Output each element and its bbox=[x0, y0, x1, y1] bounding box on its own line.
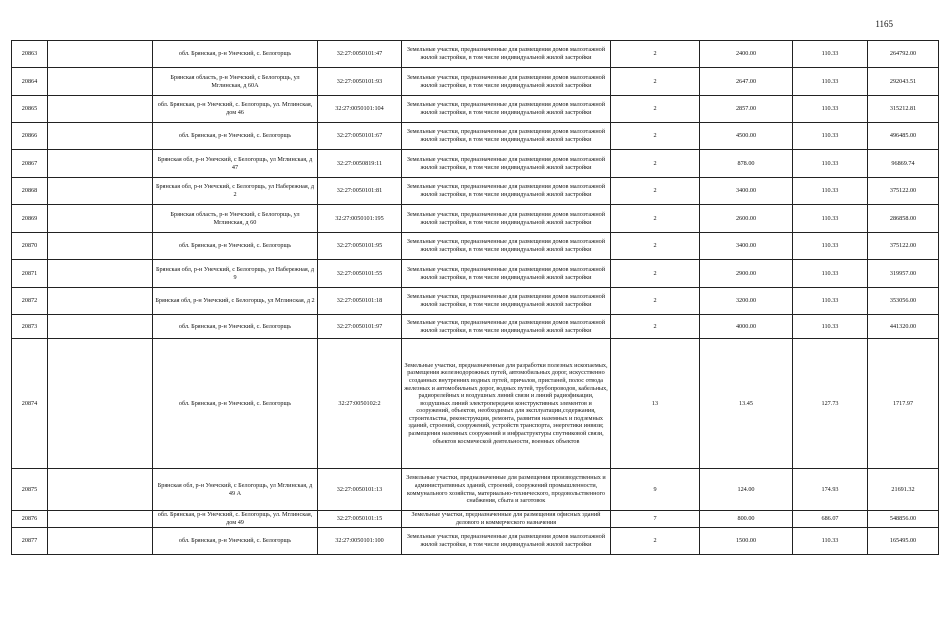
page-number: 1165 bbox=[875, 19, 893, 29]
address-cell: обл. Брянская, р-н Унечский, с. Белогорщь bbox=[153, 41, 318, 68]
address-cell: обл. Брянская, р-н Унечский, с. Белогорщь bbox=[153, 233, 318, 260]
area-cell: 4000.00 bbox=[700, 315, 793, 339]
address-cell: Брянская обл, р-н Унечский, с Белогорщь, ул Мглинская, д 49 А bbox=[153, 469, 318, 511]
specific-value-cell: 110.33 bbox=[793, 123, 868, 150]
area-cell: 4500.00 bbox=[700, 123, 793, 150]
use-category-cell: 2 bbox=[611, 260, 700, 288]
table-row bbox=[12, 315, 939, 339]
empty-cell bbox=[48, 68, 153, 96]
cadastral-number-cell: 32:27:0050101:13 bbox=[318, 469, 402, 511]
address-cell: Брянская обл, р-н Унечский, с Белогорщь, ул Набережная, д 9 bbox=[153, 260, 318, 288]
table-row bbox=[12, 260, 939, 288]
cadastral-value-cell: 315212.81 bbox=[868, 96, 939, 123]
land-use-cell: Земельные участки, предназначенные для размещения производственных и административных зданий, строений, сооружений промышленности, коммунального хозяйства, материально-технического, продовольственного снабжения, сбыта и заготовок bbox=[402, 469, 611, 511]
address-cell: Брянская область, р-н Унечский, с Белогорщь, ул Мглинская, д 60А bbox=[153, 68, 318, 96]
land-use-cell: Земельные участки, предназначенные для размещения домов малоэтажной жилой застройки, в том числе индивидуальной жилой застройки bbox=[402, 96, 611, 123]
empty-cell bbox=[48, 511, 153, 528]
empty-cell bbox=[48, 260, 153, 288]
row-number-cell: 20864 bbox=[12, 68, 48, 96]
address-cell: обл. Брянская, р-н Унечский, с. Белогорщь, ул. Мглинская, дом 49 bbox=[153, 511, 318, 528]
table-row bbox=[12, 96, 939, 123]
address-cell: обл. Брянская, р-н Унечский, с. Белогорщь, ул. Мглинская, дом 46 bbox=[153, 96, 318, 123]
table-row bbox=[12, 339, 939, 469]
empty-cell bbox=[48, 150, 153, 178]
table-row bbox=[12, 150, 939, 178]
land-use-cell: Земельные участки, предназначенные для размещения домов малоэтажной жилой застройки, в том числе индивидуальной жилой застройки bbox=[402, 288, 611, 315]
use-category-cell: 2 bbox=[611, 41, 700, 68]
specific-value-cell: 110.33 bbox=[793, 233, 868, 260]
specific-value-cell: 110.33 bbox=[793, 68, 868, 96]
row-number-cell: 20872 bbox=[12, 288, 48, 315]
table-body bbox=[12, 41, 939, 555]
row-number-cell: 20867 bbox=[12, 150, 48, 178]
row-number-cell: 20877 bbox=[12, 528, 48, 555]
specific-value-cell: 110.33 bbox=[793, 260, 868, 288]
land-use-cell: Земельные участки, предназначенные для размещения домов малоэтажной жилой застройки, в том числе индивидуальной жилой застройки bbox=[402, 315, 611, 339]
specific-value-cell: 174.93 bbox=[793, 469, 868, 511]
area-cell: 2900.00 bbox=[700, 260, 793, 288]
use-category-cell: 2 bbox=[611, 315, 700, 339]
row-number-cell: 20865 bbox=[12, 96, 48, 123]
use-category-cell: 2 bbox=[611, 96, 700, 123]
empty-cell bbox=[48, 205, 153, 233]
row-number-cell: 20869 bbox=[12, 205, 48, 233]
row-number-cell: 20874 bbox=[12, 339, 48, 469]
table-row bbox=[12, 511, 939, 528]
empty-cell bbox=[48, 315, 153, 339]
area-cell: 13.45 bbox=[700, 339, 793, 469]
area-cell: 124.00 bbox=[700, 469, 793, 511]
row-number-cell: 20875 bbox=[12, 469, 48, 511]
specific-value-cell: 127.73 bbox=[793, 339, 868, 469]
empty-cell bbox=[48, 469, 153, 511]
land-use-cell: Земельные участки, предназначенные для размещения домов малоэтажной жилой застройки, в том числе индивидуальной жилой застройки bbox=[402, 528, 611, 555]
cadastral-value-table bbox=[11, 40, 939, 555]
cadastral-number-cell: 32:27:0050102:2 bbox=[318, 339, 402, 469]
specific-value-cell: 110.33 bbox=[793, 96, 868, 123]
specific-value-cell: 110.33 bbox=[793, 205, 868, 233]
specific-value-cell: 110.33 bbox=[793, 288, 868, 315]
land-use-cell: Земельные участки, предназначенные для размещения домов малоэтажной жилой застройки, в том числе индивидуальной жилой застройки bbox=[402, 178, 611, 205]
cadastral-number-cell: 32:27:0050101:67 bbox=[318, 123, 402, 150]
land-use-cell: Земельные участки, предназначенные для размещения домов малоэтажной жилой застройки, в том числе индивидуальной жилой застройки bbox=[402, 205, 611, 233]
specific-value-cell: 686.07 bbox=[793, 511, 868, 528]
cadastral-value-cell: 353056.00 bbox=[868, 288, 939, 315]
empty-cell bbox=[48, 528, 153, 555]
area-cell: 3400.00 bbox=[700, 178, 793, 205]
cadastral-value-cell: 319957.00 bbox=[868, 260, 939, 288]
empty-cell bbox=[48, 233, 153, 260]
specific-value-cell: 110.33 bbox=[793, 315, 868, 339]
address-cell: Брянская обл, р-н Унечский, с Белогорщь, ул Мглинская, д 47 bbox=[153, 150, 318, 178]
cadastral-value-cell: 96869.74 bbox=[868, 150, 939, 178]
cadastral-value-cell: 264792.00 bbox=[868, 41, 939, 68]
land-use-cell: Земельные участки, предназначенные для размещения домов малоэтажной жилой застройки, в том числе индивидуальной жилой застройки bbox=[402, 41, 611, 68]
table-row bbox=[12, 41, 939, 68]
land-use-cell: Земельные участки, предназначенные для размещения домов малоэтажной жилой застройки, в том числе индивидуальной жилой застройки bbox=[402, 123, 611, 150]
row-number-cell: 20870 bbox=[12, 233, 48, 260]
land-use-cell: Земельные участки, предназначенные для размещения офисных зданий делового и коммерческого назначения bbox=[402, 511, 611, 528]
cadastral-value-cell: 548856.00 bbox=[868, 511, 939, 528]
cadastral-value-cell: 21691.32 bbox=[868, 469, 939, 511]
cadastral-value-cell: 375122.00 bbox=[868, 233, 939, 260]
area-cell: 2400.00 bbox=[700, 41, 793, 68]
specific-value-cell: 110.33 bbox=[793, 150, 868, 178]
address-cell: Брянская обл, р-н Унечский, с Белогорщь, ул Мглинская, д 2 bbox=[153, 288, 318, 315]
cadastral-number-cell: 32:27:0050101:15 bbox=[318, 511, 402, 528]
use-category-cell: 2 bbox=[611, 68, 700, 96]
use-category-cell: 2 bbox=[611, 178, 700, 205]
cadastral-number-cell: 32:27:0050101:95 bbox=[318, 233, 402, 260]
area-cell: 3200.00 bbox=[700, 288, 793, 315]
table-row bbox=[12, 233, 939, 260]
cadastral-number-cell: 32:27:0050101:81 bbox=[318, 178, 402, 205]
table-row bbox=[12, 288, 939, 315]
land-use-cell: Земельные участки, предназначенные для размещения домов малоэтажной жилой застройки, в том числе индивидуальной жилой застройки bbox=[402, 260, 611, 288]
row-number-cell: 20873 bbox=[12, 315, 48, 339]
empty-cell bbox=[48, 41, 153, 68]
empty-cell bbox=[48, 288, 153, 315]
table-row bbox=[12, 123, 939, 150]
empty-cell bbox=[48, 339, 153, 469]
use-category-cell: 2 bbox=[611, 150, 700, 178]
table-row bbox=[12, 68, 939, 96]
cadastral-value-cell: 441320.00 bbox=[868, 315, 939, 339]
cadastral-value-cell: 165495.00 bbox=[868, 528, 939, 555]
cadastral-number-cell: 32:27:0050819:11 bbox=[318, 150, 402, 178]
cadastral-number-cell: 32:27:0050101:100 bbox=[318, 528, 402, 555]
address-cell: Брянская обл, р-н Унечский, с Белогорщь, ул Набережная, д 2 bbox=[153, 178, 318, 205]
cadastral-number-cell: 32:27:0050101:104 bbox=[318, 96, 402, 123]
cadastral-number-cell: 32:27:0050101:18 bbox=[318, 288, 402, 315]
cadastral-number-cell: 32:27:0050101:47 bbox=[318, 41, 402, 68]
area-cell: 2600.00 bbox=[700, 205, 793, 233]
specific-value-cell: 110.33 bbox=[793, 41, 868, 68]
cadastral-number-cell: 32:27:0050101:195 bbox=[318, 205, 402, 233]
cadastral-value-cell: 375122.00 bbox=[868, 178, 939, 205]
address-cell: обл. Брянская, р-н Унечский, с. Белогорщь bbox=[153, 339, 318, 469]
cadastral-value-cell: 1717.97 bbox=[868, 339, 939, 469]
area-cell: 2857.00 bbox=[700, 96, 793, 123]
specific-value-cell: 110.33 bbox=[793, 178, 868, 205]
table-row bbox=[12, 528, 939, 555]
cadastral-value-cell: 496485.00 bbox=[868, 123, 939, 150]
empty-cell bbox=[48, 96, 153, 123]
land-use-cell: Земельные участки, предназначенные для размещения домов малоэтажной жилой застройки, в том числе индивидуальной жилой застройки bbox=[402, 150, 611, 178]
use-category-cell: 2 bbox=[611, 205, 700, 233]
row-number-cell: 20866 bbox=[12, 123, 48, 150]
area-cell: 2647.00 bbox=[700, 68, 793, 96]
address-cell: обл. Брянская, р-н Унечский, с. Белогорщь bbox=[153, 123, 318, 150]
land-use-cell: Земельные участки, предназначенные для размещения домов малоэтажной жилой застройки, в том числе индивидуальной жилой застройки bbox=[402, 68, 611, 96]
use-category-cell: 13 bbox=[611, 339, 700, 469]
use-category-cell: 2 bbox=[611, 288, 700, 315]
cadastral-number-cell: 32:27:0050101:55 bbox=[318, 260, 402, 288]
area-cell: 800.00 bbox=[700, 511, 793, 528]
address-cell: Брянская область, р-н Унечский, с Белогорщь, ул Мглинская, д 60 bbox=[153, 205, 318, 233]
address-cell: обл. Брянская, р-н Унечский, с. Белогорщь bbox=[153, 315, 318, 339]
empty-cell bbox=[48, 123, 153, 150]
address-cell: обл. Брянская, р-н Унечский, с. Белогорщь bbox=[153, 528, 318, 555]
row-number-cell: 20876 bbox=[12, 511, 48, 528]
cadastral-number-cell: 32:27:0050101:93 bbox=[318, 68, 402, 96]
specific-value-cell: 110.33 bbox=[793, 528, 868, 555]
area-cell: 878.00 bbox=[700, 150, 793, 178]
row-number-cell: 20868 bbox=[12, 178, 48, 205]
land-use-cell: Земельные участки, предназначенные для разработки полезных ископаемых, размещения железнодорожных путей, автомобильных дорог, искусственно созданных внутренних водных путей, причалов, пристаней, полос отвода железных и автомобильных дорог, водных путей, трубопроводов, кабельных, радиорелейных и воздушных линий связи и линий радиофикации, воздушных линий электропередачи конструктивных элементов и сооружений, объектов, необходимых для эксплуатации,содержания, строительства, реконструкции, ремонта, развития наземных и подземных зданий, строений, сооружений, устройств транспорта, энергетики инвязи; размещения наземных сооружений и инфраструктуры спутниковой связи, объектов космической деятельности, военных объектов bbox=[402, 339, 611, 469]
cadastral-value-cell: 292043.51 bbox=[868, 68, 939, 96]
use-category-cell: 7 bbox=[611, 511, 700, 528]
use-category-cell: 2 bbox=[611, 528, 700, 555]
cadastral-value-cell: 286858.00 bbox=[868, 205, 939, 233]
table-row bbox=[12, 469, 939, 511]
use-category-cell: 2 bbox=[611, 123, 700, 150]
row-number-cell: 20863 bbox=[12, 41, 48, 68]
use-category-cell: 9 bbox=[611, 469, 700, 511]
cadastral-number-cell: 32:27:0050101:97 bbox=[318, 315, 402, 339]
empty-cell bbox=[48, 178, 153, 205]
land-use-cell: Земельные участки, предназначенные для размещения домов малоэтажной жилой застройки, в том числе индивидуальной жилой застройки bbox=[402, 233, 611, 260]
area-cell: 1500.00 bbox=[700, 528, 793, 555]
area-cell: 3400.00 bbox=[700, 233, 793, 260]
use-category-cell: 2 bbox=[611, 233, 700, 260]
table-row bbox=[12, 178, 939, 205]
table-row bbox=[12, 205, 939, 233]
row-number-cell: 20871 bbox=[12, 260, 48, 288]
